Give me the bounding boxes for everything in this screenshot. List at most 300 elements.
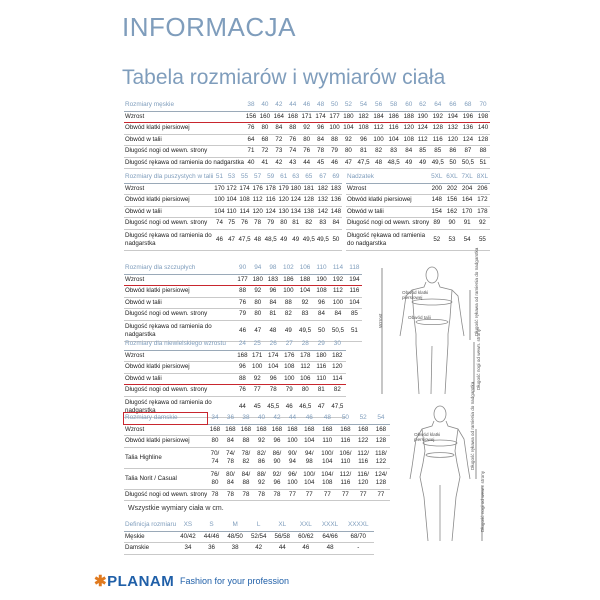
value-cell: 174: [238, 183, 252, 195]
size-header-cell: 40: [258, 100, 272, 111]
value-cell: 156: [444, 195, 459, 207]
row-label: Obwód klatki piersiowej: [124, 436, 207, 448]
table-header-row: [124, 520, 374, 531]
value-cell: 77: [354, 489, 371, 501]
value-cell: 108: [314, 286, 329, 298]
table-header-label: Rozmiary męskie: [124, 100, 244, 111]
size-header-cell: 118: [347, 263, 362, 274]
value-cell: 84: [314, 134, 328, 146]
value-cell: 47,5: [355, 157, 371, 169]
value-cell: 84: [330, 218, 342, 230]
value-cell: 92/ 96: [269, 468, 285, 489]
value-cell: 49: [402, 157, 416, 169]
table-header-row: [124, 263, 362, 274]
value-cell: 180: [314, 350, 329, 362]
male-height-label: Wzrost: [378, 313, 383, 328]
size-header-cell: 48: [318, 413, 336, 424]
value-cell: 76: [238, 218, 252, 230]
value-cell: 50,5: [329, 320, 347, 341]
value-cell: 156: [244, 111, 258, 123]
value-cell: 89: [429, 218, 444, 230]
value-cell: 54: [460, 229, 475, 250]
value-cell: 116: [314, 362, 329, 374]
value-cell: 74: [286, 146, 300, 158]
value-cell: 96: [355, 134, 371, 146]
value-cell: 51: [347, 320, 362, 341]
value-cell: 88: [235, 373, 250, 385]
size-header-cell: 56: [372, 100, 386, 111]
men-sizes-table: [124, 100, 490, 169]
value-cell: 49: [290, 229, 302, 250]
table-row: [346, 195, 490, 207]
size-header-cell: 30: [329, 339, 346, 350]
value-cell: 104/ 108: [318, 468, 336, 489]
value-cell: 100: [250, 362, 265, 374]
value-cell: 82: [302, 218, 316, 230]
value-cell: 104: [213, 206, 225, 218]
value-cell: 45,5: [265, 396, 282, 417]
value-cell: 50: [446, 157, 460, 169]
value-cell: 47: [341, 157, 355, 169]
size-header-cell: 67: [316, 172, 330, 183]
table-row: [346, 183, 490, 195]
size-header-cell: 50: [336, 413, 354, 424]
value-cell: 34: [176, 543, 200, 555]
value-cell: 104: [225, 195, 237, 207]
value-cell: 120: [252, 206, 264, 218]
value-cell: 112: [416, 134, 430, 146]
value-cell: 60/62: [294, 531, 318, 543]
value-cell: 83: [386, 146, 402, 158]
value-cell: 78: [252, 218, 264, 230]
size-header-cell: 106: [296, 263, 314, 274]
planam-logo: [94, 572, 174, 590]
table-row: [124, 229, 342, 250]
table-row: [124, 157, 490, 169]
value-cell: 77: [285, 489, 301, 501]
value-cell: 180: [341, 111, 355, 123]
size-header-cell: 8XL: [475, 172, 490, 183]
value-cell: 79: [282, 385, 297, 397]
value-cell: 80: [207, 436, 223, 448]
value-cell: 78: [223, 489, 239, 501]
value-cell: 48,5: [264, 229, 278, 250]
value-cell: 106: [297, 373, 314, 385]
row-label: Obwód w talii: [124, 297, 235, 309]
value-cell: 55: [475, 229, 490, 250]
row-label: Długość nogi od wewn. strony: [124, 146, 244, 158]
value-cell: 76: [235, 297, 250, 309]
value-cell: 73: [272, 146, 286, 158]
value-cell: 116: [347, 286, 362, 298]
value-cell: 48,5: [386, 157, 402, 169]
value-cell: 80: [250, 309, 265, 321]
value-cell: 90: [444, 218, 459, 230]
value-cell: 78: [238, 489, 254, 501]
row-label: Wzrost: [124, 111, 244, 123]
value-cell: 198: [476, 111, 490, 123]
value-cell: 76: [244, 123, 258, 135]
value-cell: 78: [254, 489, 270, 501]
value-cell: 171: [300, 111, 314, 123]
male-leg-label: Długość nogi od wewn. strony: [476, 328, 481, 390]
value-cell: 183: [330, 183, 342, 195]
value-cell: 47,5: [329, 396, 346, 417]
value-cell: 47: [314, 396, 329, 417]
value-cell: 49,5: [296, 320, 314, 341]
table-row: [124, 320, 362, 341]
value-cell: 50,5: [460, 157, 476, 169]
table-header-row: [124, 172, 342, 183]
value-cell: 36: [200, 543, 224, 555]
value-cell: 110: [314, 373, 329, 385]
size-header-cell: 38: [238, 413, 254, 424]
size-header-cell: 46: [300, 413, 318, 424]
value-cell: 112: [372, 123, 386, 135]
table-row: [124, 195, 342, 207]
value-cell: 128: [430, 123, 446, 135]
value-cell: 85: [430, 146, 446, 158]
table-row: [124, 531, 374, 543]
table-stout-grid: [124, 172, 342, 251]
table-def-grid: [124, 520, 374, 555]
table-header-row: [346, 172, 490, 183]
row-label: Długość rękawa od ramienia do nadgarstka: [346, 229, 429, 250]
size-header-cell: 63: [290, 172, 302, 183]
table-row: [124, 424, 390, 436]
size-header-cell: 7XL: [460, 172, 475, 183]
value-cell: 168: [354, 424, 371, 436]
row-label: Długość nogi od wewn. strony: [124, 218, 213, 230]
oversize-table: [346, 172, 490, 251]
value-cell: 96: [314, 123, 328, 135]
value-cell: 154: [429, 206, 444, 218]
size-header-cell: XL: [270, 520, 294, 531]
male-waist-label: Obwód talii: [408, 315, 431, 320]
value-cell: 41: [258, 157, 272, 169]
value-cell: 48: [318, 543, 343, 555]
row-label: Długość rękawa od ramienia do nadgarstka: [124, 157, 244, 169]
value-cell: 179: [278, 183, 290, 195]
value-cell: 80: [297, 385, 314, 397]
size-header-cell: L: [247, 520, 271, 531]
value-cell: 183: [265, 274, 280, 286]
value-cell: 77: [300, 489, 318, 501]
value-cell: 64: [244, 134, 258, 146]
value-cell: 84: [223, 436, 239, 448]
value-cell: 100: [285, 436, 301, 448]
size-header-cell: 54: [355, 100, 371, 111]
size-header-cell: 64: [430, 100, 446, 111]
size-definition-table: [124, 520, 374, 555]
value-cell: 168: [285, 424, 301, 436]
size-header-cell: XXXL: [318, 520, 343, 531]
value-cell: 78: [269, 489, 285, 501]
value-cell: 120: [446, 134, 460, 146]
value-cell: 46: [328, 157, 342, 169]
size-header-cell: 44: [286, 100, 300, 111]
value-cell: 112/ 116: [354, 447, 371, 468]
value-cell: 49,5: [430, 157, 446, 169]
size-header-cell: 5XL: [429, 172, 444, 183]
size-header-cell: 29: [314, 339, 329, 350]
value-cell: 76/ 80: [207, 468, 223, 489]
value-cell: 120: [329, 362, 346, 374]
size-header-cell: 44: [285, 413, 301, 424]
value-cell: 76: [286, 134, 300, 146]
logo-text: PLANAM: [107, 573, 175, 590]
size-header-cell: 40: [254, 413, 270, 424]
value-cell: 52/54: [247, 531, 271, 543]
value-cell: 88: [476, 146, 490, 158]
value-cell: 50: [314, 320, 329, 341]
value-cell: 50: [330, 229, 342, 250]
value-cell: 80/ 84: [223, 468, 239, 489]
table-header-label: Rozmiary dla puszystych w talii: [124, 172, 213, 183]
value-cell: 78/ 82: [238, 447, 254, 468]
value-cell: 116: [386, 123, 402, 135]
value-cell: 77: [250, 385, 265, 397]
row-label: Wzrost: [124, 350, 235, 362]
size-header-cell: XXXXL: [343, 520, 374, 531]
value-cell: 82: [281, 309, 297, 321]
value-cell: 142: [316, 206, 330, 218]
value-cell: 38: [223, 543, 247, 555]
value-cell: 108: [402, 134, 416, 146]
row-label: Obwód w talii: [124, 134, 244, 146]
value-cell: 168: [207, 424, 223, 436]
value-cell: 104: [386, 134, 402, 146]
table-header-label: Nadzatek: [346, 172, 429, 183]
page-subtitle: Tabela rozmiarów i wymiarów ciała: [122, 66, 446, 89]
table-row: [124, 183, 342, 195]
table-row: [346, 206, 490, 218]
value-cell: 184: [372, 111, 386, 123]
value-cell: 46: [235, 320, 250, 341]
value-cell: 204: [460, 183, 475, 195]
value-cell: 177: [235, 274, 250, 286]
size-header-cell: 68: [460, 100, 476, 111]
value-cell: 122: [354, 436, 371, 448]
value-cell: 48/50: [223, 531, 247, 543]
row-label: Długość rękawa od ramienia do nadgarstka: [124, 229, 213, 250]
value-cell: 79: [264, 218, 278, 230]
value-cell: 134: [290, 206, 302, 218]
value-cell: 188: [296, 274, 314, 286]
size-header-cell: 66: [446, 100, 460, 111]
size-header-cell: 53: [225, 172, 237, 183]
value-cell: 92: [341, 134, 355, 146]
value-cell: 168: [318, 424, 336, 436]
value-cell: 168: [269, 424, 285, 436]
row-label: Obwód klatki piersiowej: [124, 195, 213, 207]
row-label: Obwód w talii: [346, 206, 429, 218]
value-cell: 84: [272, 123, 286, 135]
value-cell: 168: [286, 111, 300, 123]
row-label: Długość rękawa od ramienia do nadgarstka: [124, 396, 235, 417]
value-cell: 168: [254, 424, 270, 436]
value-cell: 84: [314, 309, 329, 321]
size-header-cell: 26: [265, 339, 282, 350]
value-cell: 51: [476, 157, 490, 169]
value-cell: 108: [282, 362, 297, 374]
value-cell: 52: [429, 229, 444, 250]
value-cell: 164: [460, 195, 475, 207]
size-header-cell: 57: [252, 172, 264, 183]
value-cell: 72: [272, 134, 286, 146]
value-cell: 42: [247, 543, 271, 555]
value-cell: 78: [314, 146, 328, 158]
value-cell: 168: [235, 350, 250, 362]
value-cell: 80: [258, 123, 272, 135]
size-header-cell: 69: [330, 172, 342, 183]
value-cell: 70/ 74: [207, 447, 223, 468]
size-header-cell: 25: [250, 339, 265, 350]
value-cell: 79: [235, 309, 250, 321]
value-cell: 96: [269, 436, 285, 448]
value-cell: 83: [296, 309, 314, 321]
value-cell: 64/66: [318, 531, 343, 543]
value-cell: 74: [213, 218, 225, 230]
value-cell: 170: [460, 206, 475, 218]
value-cell: 172: [475, 195, 490, 207]
value-cell: 76: [235, 385, 250, 397]
value-cell: 120: [278, 195, 290, 207]
male-chest-label: Obwód klatki piersiowej: [402, 290, 429, 301]
value-cell: 49: [278, 229, 290, 250]
table-row: [124, 286, 362, 298]
size-header-cell: 48: [314, 100, 328, 111]
value-cell: 100: [282, 373, 297, 385]
value-cell: 40: [244, 157, 258, 169]
table-row: [124, 146, 490, 158]
size-header-cell: 59: [264, 172, 278, 183]
short-sizes-table: [124, 339, 346, 418]
value-cell: 92: [250, 373, 265, 385]
value-cell: 110: [318, 436, 336, 448]
size-header-cell: 110: [314, 263, 329, 274]
units-note: Wszystkie wymiary ciała w cm.: [128, 505, 224, 512]
value-cell: 181: [302, 183, 316, 195]
value-cell: 128: [372, 436, 390, 448]
value-cell: 104: [296, 286, 314, 298]
table-header-label: Rozmiary dla niewielskiego wzrostu: [124, 339, 235, 350]
row-label: Długość nogi od wewn. strony: [124, 309, 235, 321]
value-cell: 46,5: [297, 396, 314, 417]
value-cell: 86/ 90: [269, 447, 285, 468]
value-cell: 82/ 86: [254, 447, 270, 468]
value-cell: 100: [328, 123, 342, 135]
value-cell: -: [343, 543, 374, 555]
value-cell: 160: [258, 111, 272, 123]
value-cell: 84/ 88: [238, 468, 254, 489]
table-header-row: [124, 339, 346, 350]
row-label: Obwód klatki piersiowej: [124, 123, 244, 135]
row-label: Obwód w talii: [124, 206, 213, 218]
value-cell: 114: [329, 373, 346, 385]
size-header-cell: 114: [329, 263, 347, 274]
value-cell: 92: [475, 218, 490, 230]
women-sizes-table: [124, 413, 390, 501]
table-row: [124, 350, 346, 362]
table-row: [124, 489, 390, 501]
row-label: Damskie: [124, 543, 176, 555]
value-cell: 194: [446, 111, 460, 123]
value-cell: 83: [316, 218, 330, 230]
value-cell: 100: [213, 195, 225, 207]
table-row: [124, 309, 362, 321]
row-label: Obwód klatki piersiowej: [346, 195, 429, 207]
value-cell: 188: [402, 111, 416, 123]
value-cell: 206: [475, 183, 490, 195]
value-cell: 88: [238, 436, 254, 448]
size-header-cell: XXL: [294, 520, 318, 531]
size-header-cell: 34: [207, 413, 223, 424]
value-cell: 88/ 92: [254, 468, 270, 489]
value-cell: 171: [250, 350, 265, 362]
value-cell: 178: [297, 350, 314, 362]
value-cell: 80: [341, 146, 355, 158]
size-header-cell: 46: [300, 100, 314, 111]
value-cell: 76: [300, 146, 314, 158]
value-cell: 94/ 98: [300, 447, 318, 468]
value-cell: 96/ 100: [285, 468, 301, 489]
value-cell: 110: [225, 206, 237, 218]
size-header-cell: 65: [302, 172, 316, 183]
row-label: Obwód w talii: [124, 373, 235, 385]
value-cell: 68/70: [343, 531, 374, 543]
value-cell: 44: [270, 543, 294, 555]
size-header-cell: 102: [281, 263, 297, 274]
value-cell: 190: [416, 111, 430, 123]
value-cell: 192: [329, 274, 347, 286]
size-header-cell: 70: [476, 100, 490, 111]
table-oversize-grid: [346, 172, 490, 251]
value-cell: 104: [300, 436, 318, 448]
table-header-label: Rozmiary damskie: [124, 413, 207, 424]
value-cell: 45: [250, 396, 265, 417]
value-cell: 85: [416, 146, 430, 158]
size-header-cell: S: [200, 520, 224, 531]
value-cell: 47: [250, 320, 265, 341]
value-cell: 182: [329, 350, 346, 362]
value-cell: 136: [330, 195, 342, 207]
value-cell: 148: [330, 206, 342, 218]
value-cell: 80: [250, 297, 265, 309]
value-cell: 42: [272, 157, 286, 169]
value-cell: 56/58: [270, 531, 294, 543]
size-header-cell: 50: [328, 100, 342, 111]
size-header-cell: 94: [250, 263, 265, 274]
female-figure: [392, 405, 492, 545]
table-header-row: [124, 413, 390, 424]
value-cell: 92: [300, 123, 314, 135]
size-header-cell: M: [223, 520, 247, 531]
female-leg-label: Długość nogi od wewn. strony: [480, 470, 485, 532]
value-cell: 114: [238, 206, 252, 218]
value-cell: 116: [430, 134, 446, 146]
value-cell: 136: [460, 123, 476, 135]
value-cell: 100: [281, 286, 297, 298]
value-cell: 48: [372, 157, 386, 169]
value-cell: 79: [328, 146, 342, 158]
table-row: [124, 218, 342, 230]
table-row: [124, 111, 490, 123]
female-chest-label: Obwód klatki piersiowej: [414, 432, 441, 443]
value-cell: 177: [328, 111, 342, 123]
value-cell: 43: [286, 157, 300, 169]
table-row: [124, 362, 346, 374]
